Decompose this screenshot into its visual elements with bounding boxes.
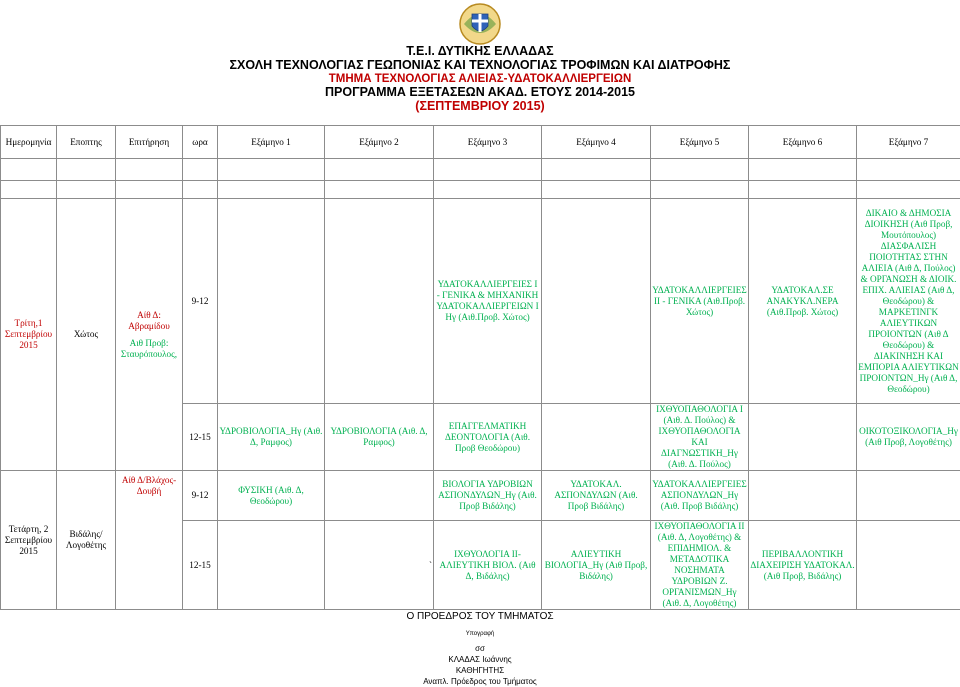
signature-title: Ο ΠΡΟΕΔΡΟΣ ΤΟΥ ΤΜΗΜΑΤΟΣ (380, 611, 580, 622)
col-sem2: Εξάμηνο 2 (325, 126, 434, 159)
day2-slot2-mark: ` (325, 521, 434, 610)
schedule-period: (ΣΕΠΤΕΜΒΡΙΟΥ 2015) (0, 99, 960, 113)
institution-title: Τ.Ε.Ι. ΔΥΤΙΚΗΣ ΕΛΛΑΔΑΣ (0, 44, 960, 58)
col-sem3: Εξάμηνο 3 (434, 126, 542, 159)
day2-date: Τετάρτη, 2 Σεπτεμβρίου 2015 (1, 471, 57, 610)
day1-slot1-sem7: ΔΙΚΑΙΟ & ΔΗΜΟΣΙΑ ΔΙΟΙΚΗΣΗ (Αιθ Προβ, Μουτόπουλος) ΔΙΑΣΦΑΛΙΣΗ ΠΟΙΟΤΗΤΑΣ ΣΤΗΝ ΑΛΙΕΙΑ (Αιθ Δ, Πούλος) & ΟΡΓΑΝΩΣΗ & ΔΙΟΙΚ. ΕΠΙΧ. ΑΛΙΕΙΑΣ (Αιθ Δ, Θεοδώρου) & ΜΑΡΚΕΤΙΝΓΚ ΑΛΙΕΥΤΙΚΩΝ ΠΡΟΙΟΝΤΩΝ (Αιθ Δ Θεοδώρου) & ΔΙΑΚΙΝΗΣΗ ΚΑΙ ΕΜΠΟΡΙΑ ΑΛΙΕΥΤΙΚΩΝ ΠΡΟΙΟΝΤΩΝ_Ηγ (Αιθ Δ, Θεοδώρου) (857, 199, 960, 404)
day1-slot2-sem1: ΥΔΡΟΒΙΟΛΟΓΙΑ_Ηγ (Αιθ. Δ, Ραμφος) (218, 404, 325, 471)
day2-slot2-sem5: ΙΧΘΥΟΠΑΘΟΛΟΓΙΑ ΙΙ (Αιθ. Δ, Λογοθέτης) & ΕΠΙΔΗΜΙΟΛ. & ΜΕΤΑΔΟΤΙΚΑ ΝΟΣΗΜΑΤΑ ΥΔΡΟΒΙΩΝ Ζ. ΟΡΓΑΝΙΣΜΩΝ_Ηγ (Αιθ. Δ, Λογοθέτης) (651, 521, 749, 610)
day1-slot2-sem5: ΙΧΘΥΟΠΑΘΟΛΟΓΙΑ Ι (Αιθ. Δ. Πούλος) & ΙΧΘΥΟΠΑΘΟΛΟΓΙΑ ΚΑΙ ΔΙΑΓΝΩΣΤΙΚΗ_Ηγ (Αιθ. Δ. Πούλος) (651, 404, 749, 471)
day2-slot1-time: 9-12 (183, 471, 218, 521)
col-invigilation: Επιτήρηση (116, 126, 183, 159)
day1-slot1-sem6: ΥΔΑΤΟΚΑΛ.ΣΕ ΑΝΑΚΥΚΛ.ΝΕΡΑ (Αιθ.Προβ. Χώτος) (749, 199, 857, 404)
signatory-role2: Αναπλ. Πρόεδρος του Τμήματος (380, 676, 580, 687)
department-title: ΤΜΗΜΑ ΤΕΧΝΟΛΟΓΙΑΣ ΑΛΙΕΙΑΣ-ΥΔΑΤΟΚΑΛΛΙΕΡΓΕΙΩΝ (0, 72, 960, 86)
day2-slot2-time: 12-15 (183, 521, 218, 610)
table-row (1, 471, 960, 521)
exam-schedule-table (0, 125, 960, 610)
signature-label: Υπογραφή (380, 631, 580, 637)
day2-slot1-sem4: ΥΔΑΤΟΚΑΛ. ΑΣΠΟΝΔΥΛΩΝ (Αιθ. Προβ Βιδάλης) (542, 471, 651, 521)
day2-slot2-sem6: ΠΕΡΙΒΑΛΛΟΝΤΙΚΗ ΔΙΑΧΕΙΡΙΣΗ ΥΔΑΤΟΚΑΛ. (Αιθ Προβ, Βιδάλης) (749, 521, 857, 610)
day1-slot2-sem2: ΥΔΡΟΒΙΟΛΟΓΙΑ (Αιθ. Δ, Ραμφος) (325, 404, 434, 471)
spacer-row (1, 159, 960, 181)
col-sem4: Εξάμηνο 4 (542, 126, 651, 159)
col-time: ωρα (183, 126, 218, 159)
col-sem7: Εξάμηνο 7 (857, 126, 960, 159)
day2-invigilation: Αίθ Δ/Βλάχος-Δουβή (116, 471, 183, 610)
signature-block (380, 643, 580, 687)
signatory-role: ΚΑΘΗΓΗΤΗΣ (380, 665, 580, 676)
day1-supervisor: Χώτος (57, 199, 116, 471)
day1-slot2-time: 12-15 (183, 404, 218, 471)
spacer-row (1, 181, 960, 199)
schedule-title: ΠΡΟΓΡΑΜΜΑ ΕΞΕΤΑΣΕΩΝ ΑΚΑΔ. ΕΤΟΥΣ 2014-2015 (0, 85, 960, 99)
day1-slot1-sem3: ΥΔΑΤΟΚΑΛΛΙΕΡΓΕΙΕΣ Ι - ΓΕΝΙΚΑ & ΜΗΧΑΝΙΚΗ ΥΔΑΤΟΚΑΛΛΙΕΡΓΕΙΩΝ Ι Ηγ (Αιθ.Προβ. Χώτος) (434, 199, 542, 404)
col-supervisor: Εποπτης (57, 126, 116, 159)
col-sem1: Εξάμηνο 1 (218, 126, 325, 159)
school-title: ΣΧΟΛΗ ΤΕΧΝΟΛΟΓΙΑΣ ΓΕΩΠΟΝΙΑΣ ΚΑΙ ΤΕΧΝΟΛΟΓΙΑΣ ΤΡΟΦΙΜΩΝ ΚΑΙ ΔΙΑΤΡΟΦΗΣ (0, 58, 960, 72)
day2-supervisor: Βιδάλης/Λογοθέτης (57, 471, 116, 610)
day1-date: Τρίτη,1 Σεπτεμβρίου 2015 (1, 199, 57, 471)
header-row (1, 126, 960, 159)
greek-emblem-icon (458, 2, 502, 46)
day1-slot2-sem3: ΕΠΑΓΓΕΛΜΑΤΙΚΗ ΔΕΟΝΤΟΛΟΓΙΑ (Αιθ. Προβ Θεοδώρου) (434, 404, 542, 471)
day1-slot1-time: 9-12 (183, 199, 218, 404)
signature-initials: σσ (380, 643, 580, 654)
signatory-name: ΚΛΑΔΑΣ Ιωάννης (380, 654, 580, 665)
day1-slot1-sem5: ΥΔΑΤΟΚΑΛΛΙΕΡΓΕΙΕΣ ΙΙ - ΓΕΝΙΚΑ (Αιθ.Προβ. Χώτος) (651, 199, 749, 404)
day2-slot1-sem5: ΥΔΑΤΟΚΑΛΛΙΕΡΓΕΙΕΣ ΑΣΠΟΝΔΥΛΩΝ_Ηγ (Αιθ. Προβ Βιδάλης) (651, 471, 749, 521)
day2-slot1-sem1: ΦΥΣΙΚΗ (Αιθ. Δ, Θεοδώρου) (218, 471, 325, 521)
day2-slot2-sem4: ΑΛΙΕΥΤΙΚΗ ΒΙΟΛΟΓΙΑ_Ηγ (Αιθ Προβ, Βιδάλης) (542, 521, 651, 610)
day2-slot1-sem3: ΒΙΟΛΟΓΙΑ ΥΔΡΟΒΙΩΝ ΑΣΠΟΝΔΥΛΩΝ_Ηγ (Αιθ. Προβ Βιδάλης) (434, 471, 542, 521)
col-sem5: Εξάμηνο 5 (651, 126, 749, 159)
day1-invigilation: Αίθ Δ: Αβραμίδου Αιθ Προβ: Σταυρόπουλος, (116, 199, 183, 471)
col-date: Ημερομηνία (1, 126, 57, 159)
day2-slot2-sem3: ΙΧΘΥΟΛΟΓΙΑ ΙΙ- ΑΛΙΕΥΤΙΚΗ ΒΙΟΛ. (Αιθ Δ, Βιδάλης) (434, 521, 542, 610)
col-sem6: Εξάμηνο 6 (749, 126, 857, 159)
day1-slot2-sem7: ΟΙΚΟΤΟΞΙΚΟΛΟΓΙΑ_Ηγ (Αιθ Προβ, Λογοθέτης) (857, 404, 960, 471)
table-row (1, 199, 960, 404)
